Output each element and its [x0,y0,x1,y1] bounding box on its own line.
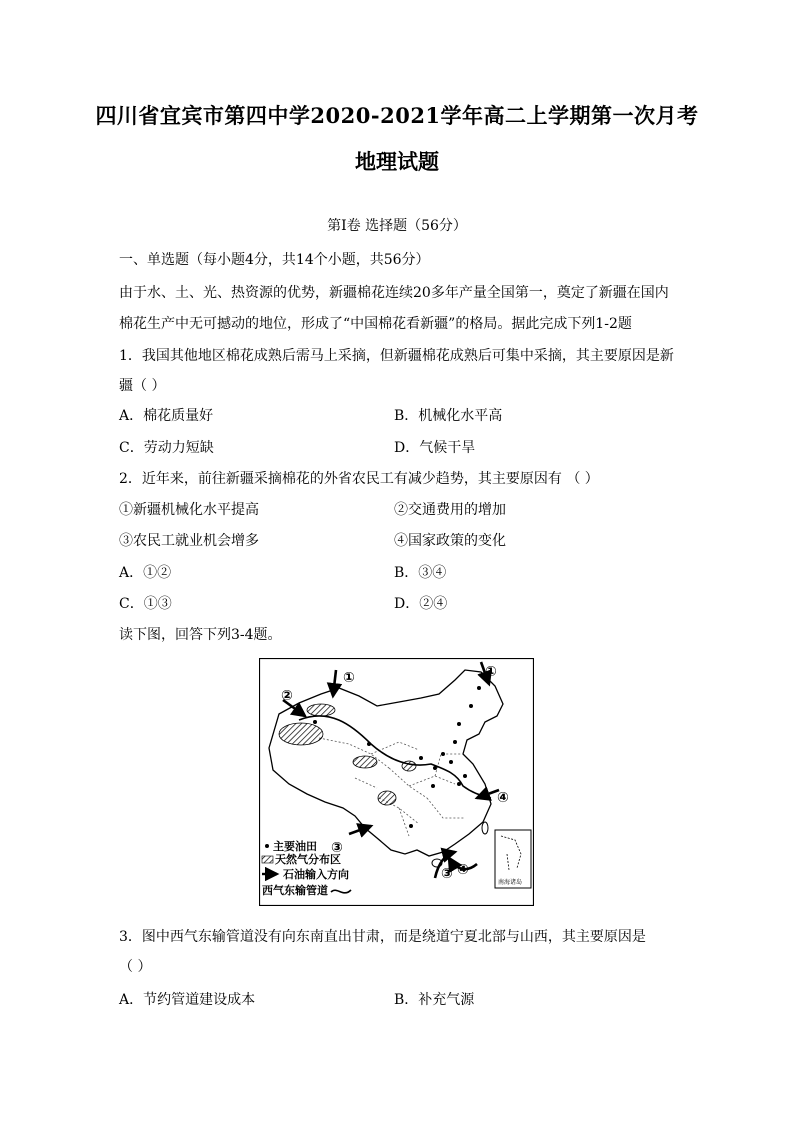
passage-line: 由于水、土、光、热资源的优势，新疆棉花连续20多年产量全国第一，奠定了新疆在国内 [119,285,669,301]
map-marker: ④ [457,862,469,878]
gas-area-junggar [307,704,335,716]
question-3-stem-cont: （ ） [119,959,152,975]
legend-oil-import: 石油输入方向 [283,868,349,881]
gas-area-tarim [279,723,323,745]
map-marker: ② [281,688,293,704]
q1-option-a[interactable]: A．棉花质量好 [119,408,214,424]
q2-option-d[interactable]: D．②④ [394,596,448,612]
question-2-stem: 2．近年来，前往新疆采摘棉花的外省农民工有减少趋势，其主要原因有 （ ） [119,471,599,487]
q2-option-c[interactable]: C．①③ [119,596,172,612]
q2-statement-4: ④国家政策的变化 [394,533,506,549]
passage-line: 棉花生产中无可撼动的地位，形成了“中国棉花看新疆”的格局。据此完成下列1-2题 [119,316,632,332]
gas-area-sichuan [378,791,396,805]
legend-oil-field: 主要油田 [273,840,317,853]
map-intro: 读下图，回答下列3-4题。 [119,627,282,643]
question-3-stem: 3．图中西气东输管道没有向东南直出甘肃，而是绕道宁夏北部与山西，其主要原因是 [119,929,646,945]
q2-statement-3: ③农民工就业机会增多 [119,533,259,549]
map-marker: ① [485,664,497,680]
q3-option-b[interactable]: B．补充气源 [394,992,475,1008]
q3-option-a[interactable]: A．节约管道建设成本 [119,992,256,1008]
legend-pipeline: 西气东输管道 [262,884,328,897]
legend-gas-area: 天然气分布区 [275,853,341,866]
q2-statement-1: ①新疆机械化水平提高 [119,502,259,518]
map-marker: ③ [441,866,453,882]
gas-area-qaidam [353,756,377,768]
map-marker: ④ [497,790,509,806]
q2-option-b[interactable]: B．③④ [394,565,447,581]
inset-label: 南海诸岛 [498,879,523,886]
china-energy-map [259,658,534,906]
map-marker: ① [343,670,355,686]
taiwan-island [482,822,488,834]
map-marker: ③ [331,840,343,856]
q1-option-b[interactable]: B．机械化水平高 [394,408,503,424]
q2-option-a[interactable]: A．①② [119,565,172,581]
document-title: 四川省宜宾市第四中学2020-2021学年高二上学期第一次月考 [95,103,699,128]
question-1-stem: 1．我国其他地区棉花成熟后需马上采摘，但新疆棉花成熟后可集中采摘，其主要原因是新 [119,348,674,364]
q1-option-d[interactable]: D．气候干旱 [394,440,476,456]
question-1-stem-cont: 疆（ ） [119,378,166,394]
document-subtitle: 地理试题 [355,149,439,174]
q2-statement-2: ②交通费用的增加 [394,502,506,518]
part-heading: 第Ⅰ卷 选择题（56分） [327,218,467,234]
section-heading: 一、单选题（每小题4分，共14个小题，共56分） [119,252,430,268]
q1-option-c[interactable]: C．劳动力短缺 [119,440,214,456]
